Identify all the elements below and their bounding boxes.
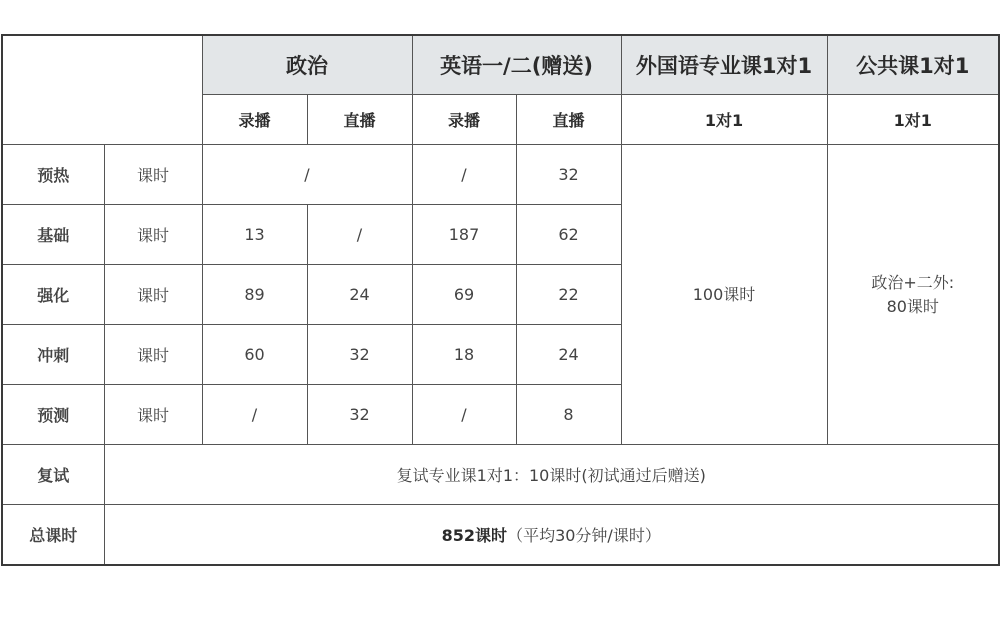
header-public-course: 公共课1对1 xyxy=(827,35,999,95)
english-recorded-cell: 187 xyxy=(412,205,516,265)
stage-label: 强化 xyxy=(2,265,104,325)
header-politics: 政治 xyxy=(202,35,412,95)
politics-recorded-cell: 13 xyxy=(202,205,307,265)
english-recorded-cell: 18 xyxy=(412,325,516,385)
english-live-cell: 62 xyxy=(516,205,621,265)
subheader-english-live: 直播 xyxy=(516,95,621,145)
english-live-cell: 22 xyxy=(516,265,621,325)
table-row xyxy=(2,145,999,205)
subheader-foreign-one-on-one: 1对1 xyxy=(621,95,827,145)
foreign-language-hours: 100课时 xyxy=(621,145,827,445)
unit-label: 课时 xyxy=(104,385,202,445)
header-english: 英语一/二(赠送) xyxy=(412,35,621,95)
politics-live-cell: 32 xyxy=(307,325,412,385)
subheader-public-one-on-one: 1对1 xyxy=(827,95,999,145)
course-hours-table xyxy=(1,34,1000,566)
english-live-cell: 8 xyxy=(516,385,621,445)
retest-label: 复试 xyxy=(2,445,104,505)
stage-label: 基础 xyxy=(2,205,104,265)
unit-label: 课时 xyxy=(104,265,202,325)
public-course-hours xyxy=(827,145,999,445)
total-hours-note: （平均30分钟/课时） xyxy=(507,526,661,545)
total-hours-summary xyxy=(104,505,999,566)
english-live-cell: 32 xyxy=(516,145,621,205)
politics-live-cell: 32 xyxy=(307,385,412,445)
politics-live-cell: 24 xyxy=(307,265,412,325)
retest-description: 复试专业课1对1：10课时(初试通过后赠送) xyxy=(104,445,999,505)
stage-label: 预测 xyxy=(2,385,104,445)
table-row xyxy=(2,445,999,505)
total-hours-value: 852课时 xyxy=(441,526,508,545)
politics-recorded-cell: 89 xyxy=(202,265,307,325)
subheader-politics-live: 直播 xyxy=(307,95,412,145)
english-recorded-cell: 69 xyxy=(412,265,516,325)
unit-label: 课时 xyxy=(104,325,202,385)
politics-recorded-cell: / xyxy=(202,385,307,445)
table-row xyxy=(2,505,999,566)
unit-label: 课时 xyxy=(104,205,202,265)
unit-label: 课时 xyxy=(104,145,202,205)
header-corner xyxy=(2,35,202,145)
public-course-line-1: 政治+二外: xyxy=(871,272,955,292)
politics-cell: / xyxy=(202,145,412,205)
total-label: 总课时 xyxy=(2,505,104,566)
header-foreign-language: 外国语专业课1对1 xyxy=(621,35,827,95)
subheader-politics-recorded: 录播 xyxy=(202,95,307,145)
politics-recorded-cell: 60 xyxy=(202,325,307,385)
english-live-cell: 24 xyxy=(516,325,621,385)
public-course-line-2: 80课时 xyxy=(886,296,939,316)
politics-live-cell: / xyxy=(307,205,412,265)
english-recorded-cell: / xyxy=(412,385,516,445)
stage-label: 预热 xyxy=(2,145,104,205)
english-recorded-cell: / xyxy=(412,145,516,205)
subheader-english-recorded: 录播 xyxy=(412,95,516,145)
stage-label: 冲刺 xyxy=(2,325,104,385)
